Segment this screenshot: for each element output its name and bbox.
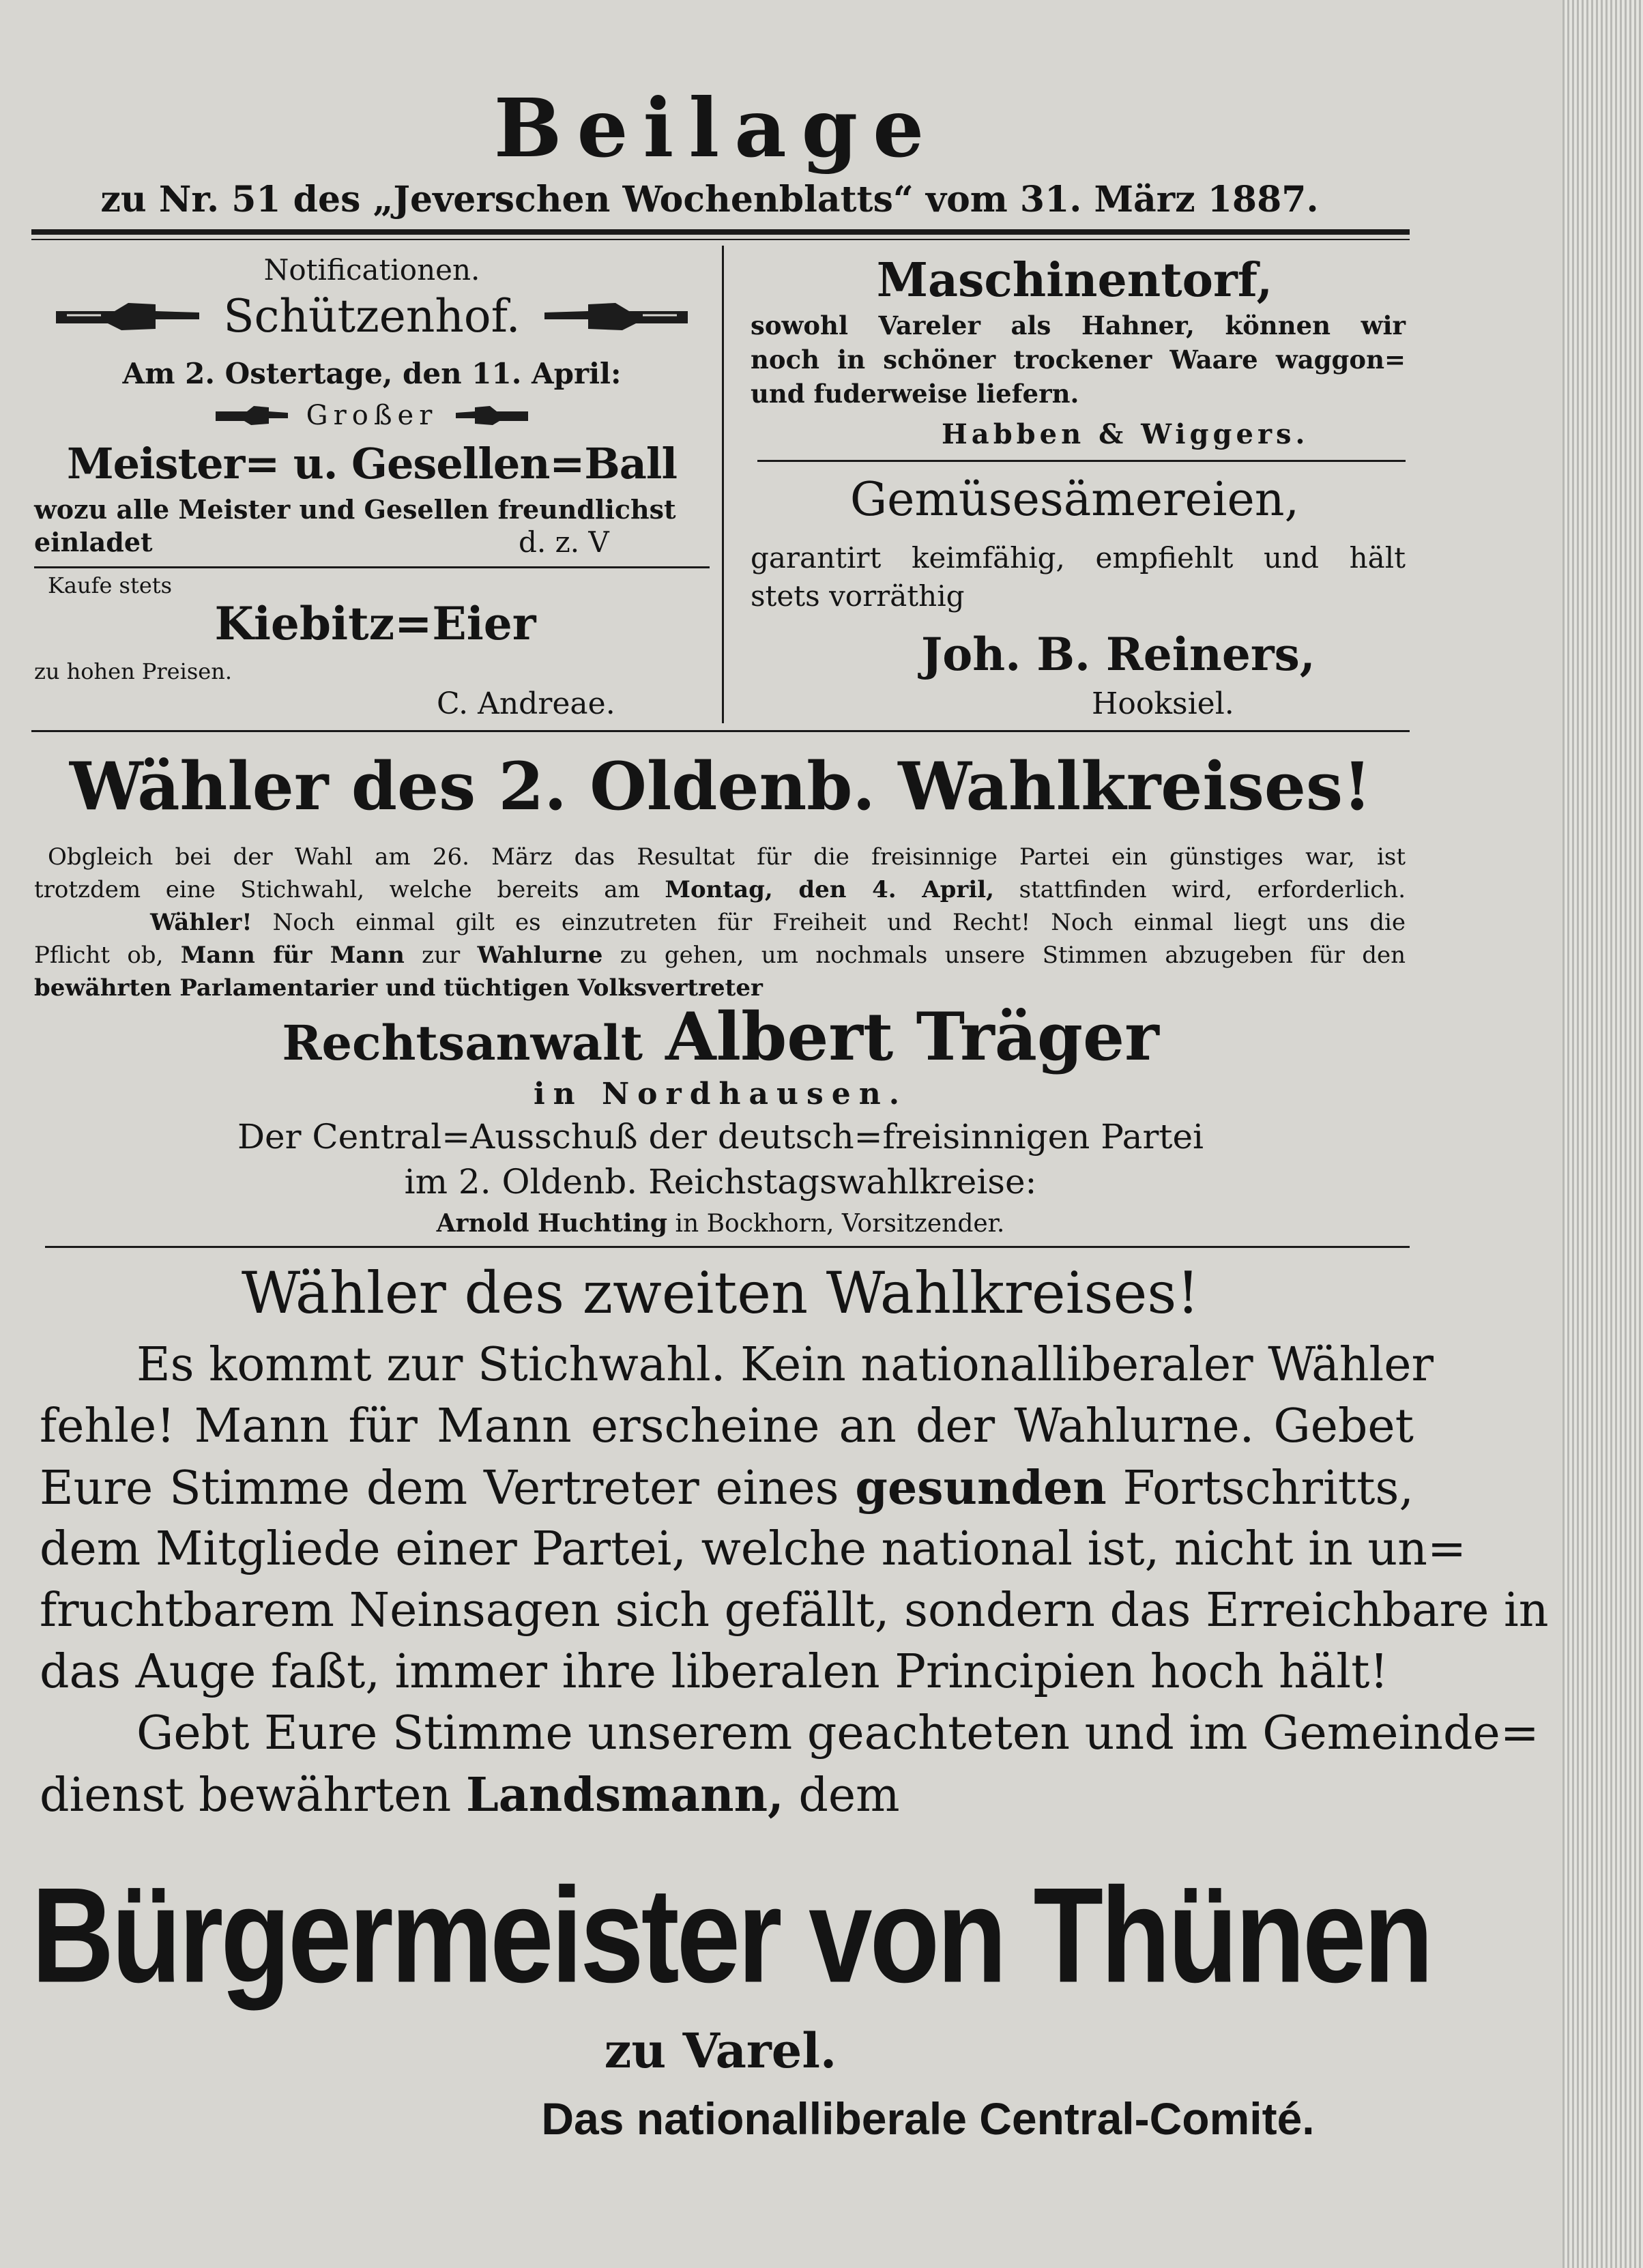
committee-line-2: im 2. Oldenb. Reichstagswahlkreise:	[404, 1162, 1037, 1202]
ad1-line-4-a: Pflicht ob,	[34, 942, 164, 969]
runoff-date: Montag, den 4. April,	[665, 876, 994, 903]
healthy-word: gesunden	[855, 1461, 1107, 1515]
grosser-line	[34, 394, 710, 436]
issue-line: zu Nr. 51 des „Jeverschen Wochenblatts“ vom 31. März 1887.	[100, 179, 1319, 220]
voters-call: Wähler!	[150, 909, 252, 936]
mayor-place: zu Varel.	[604, 2022, 837, 2079]
pointing-hand-right-icon	[53, 296, 203, 337]
pointing-hand-left-icon	[540, 296, 690, 337]
left-divider	[34, 566, 710, 568]
candidate-title: Rechtsanwalt	[282, 1015, 643, 1071]
ball-name: Meister= u. Gesellen=Ball	[66, 439, 678, 489]
ballot-box: Wahlurne	[477, 942, 603, 969]
ball-invite-signature: d. z. V	[519, 525, 609, 559]
supplement-title: Beilage	[493, 81, 940, 175]
ad2-line-5: fruchtbarem Neinsagen sich gefällt, sondern das Erreichbare in	[40, 1584, 1549, 1638]
ad2-line-3-c: Fortschritts,	[1122, 1462, 1414, 1515]
grosser-label: Großer	[306, 399, 438, 431]
ad2-committee: Das nationalliberale Central-Comité.	[541, 2093, 1315, 2144]
ad2-line-3-a: Eure Stimme dem Vertreter eines	[40, 1462, 839, 1515]
ad2-line-8-a: dienst bewährten	[40, 1769, 452, 1822]
buy-label: Kaufe stets	[48, 572, 173, 598]
seeds-seller-place: Hooksiel.	[1092, 686, 1234, 721]
header-rule-thin	[31, 239, 1410, 240]
seeds-line-2: stets vorräthig	[751, 579, 965, 613]
notifications-heading: Notificationen.	[263, 253, 480, 287]
small-hand-left-icon	[454, 403, 529, 428]
countryman-word: Landsmann,	[465, 1768, 784, 1822]
small-hand-right-icon	[214, 403, 289, 428]
price-label: zu hohen Preisen.	[34, 658, 232, 684]
ad2-line-8-c: dem	[798, 1769, 900, 1822]
ad1-line-4-c: zur	[422, 942, 461, 969]
ad1-line-3	[150, 906, 1406, 939]
ad1-line-2	[34, 873, 1406, 906]
ad1-line-4	[34, 939, 1406, 972]
venue-name: Schützenhof.	[223, 289, 521, 343]
book-page-edges	[1562, 0, 1643, 2268]
committee-line-1: Der Central=Ausschuß der deutsch=freisinnigen Partei	[237, 1117, 1204, 1157]
ball-invite-line-2: einladet	[34, 527, 153, 557]
ad2-line-3	[40, 1457, 1414, 1520]
ad1-line-2-a: trotzdem eine Stichwahl, welche bereits am	[34, 876, 640, 903]
ad1-line-2-c: stattfinden wird, erforderlich.	[1019, 876, 1406, 903]
mayor-candidate: Bürgermeister von Thünen	[31, 1859, 1431, 2011]
turf-line-2: noch in schöner trockener Waare waggon=	[751, 345, 1406, 375]
ad2-line-1: Es kommt zur Stichwahl. Kein nationalliberaler Wähler	[136, 1338, 1434, 1392]
man-for-man: Mann für Mann	[180, 942, 405, 969]
right-divider	[757, 460, 1406, 462]
column-divider	[722, 246, 724, 723]
schuetzenhof-line	[34, 285, 710, 347]
chairman-role: in Bockhorn, Vorsitzender.	[675, 1210, 1005, 1238]
ad2-heading: Wähler des zweiten Wahlkreises!	[241, 1260, 1200, 1326]
ball-date: Am 2. Ostertage, den 11. April:	[122, 357, 622, 390]
ad1-line-3-b: Noch einmal gilt es einzutreten für Freiheit und Recht! Noch einmal liegt uns die	[272, 909, 1406, 936]
seeds-heading: Gemüsesämereien,	[849, 473, 1300, 527]
ad1-line-1: Obgleich bei der Wahl am 26. März das Resultat für die freisinnige Partei ein günstiges war, ist	[48, 843, 1406, 871]
candidate-place: in Nordhausen.	[533, 1077, 908, 1111]
ad2-line-6: das Auge faßt, immer ihre liberalen Principien hoch hält!	[40, 1645, 1388, 1699]
seeds-seller: Joh. B. Reiners,	[921, 628, 1315, 681]
ad2-line-4: dem Mitgliede einer Partei, welche national ist, nicht in un=	[40, 1522, 1466, 1576]
header-rule-thick	[31, 229, 1410, 235]
turf-line-3: und fuderweise liefern.	[751, 379, 1079, 409]
ad2-line-7: Gebt Eure Stimme unserem geachteten und im Gemeinde=	[136, 1706, 1539, 1760]
section-rule-1	[31, 730, 1410, 732]
ball-invite-line-1: wozu alle Meister und Gesellen freundlichst	[34, 494, 676, 525]
chairman-name: Arnold Huchting	[436, 1209, 667, 1238]
ad2-line-8	[40, 1764, 900, 1827]
ad1-line-4-e: zu gehen, um nochmals unsere Stimmen abzugeben für den	[620, 942, 1406, 969]
turf-heading: Maschinentorf,	[876, 253, 1273, 308]
turf-signature: Habben & Wiggers.	[942, 418, 1309, 450]
chairman-line	[31, 1206, 1410, 1241]
ad1-line-5: bewährten Parlamentarier und tüchtigen Volksvertreter	[34, 974, 763, 1002]
ad1-heading: Wähler des 2. Oldenb. Wahlkreises!	[69, 748, 1372, 825]
seller-name: C. Andreae.	[437, 686, 615, 721]
ad2-line-2: fehle! Mann für Mann erscheine an der Wahlurne. Gebet	[40, 1399, 1414, 1453]
turf-line-1: sowohl Vareler als Hahner, können wir	[751, 310, 1406, 340]
section-rule-2	[45, 1246, 1410, 1248]
eggs-heading: Kiebitz=Eier	[214, 597, 536, 650]
seeds-line-1: garantirt keimfähig, empfiehlt und hält	[751, 541, 1406, 575]
candidate-name: Albert Träger	[665, 998, 1159, 1075]
